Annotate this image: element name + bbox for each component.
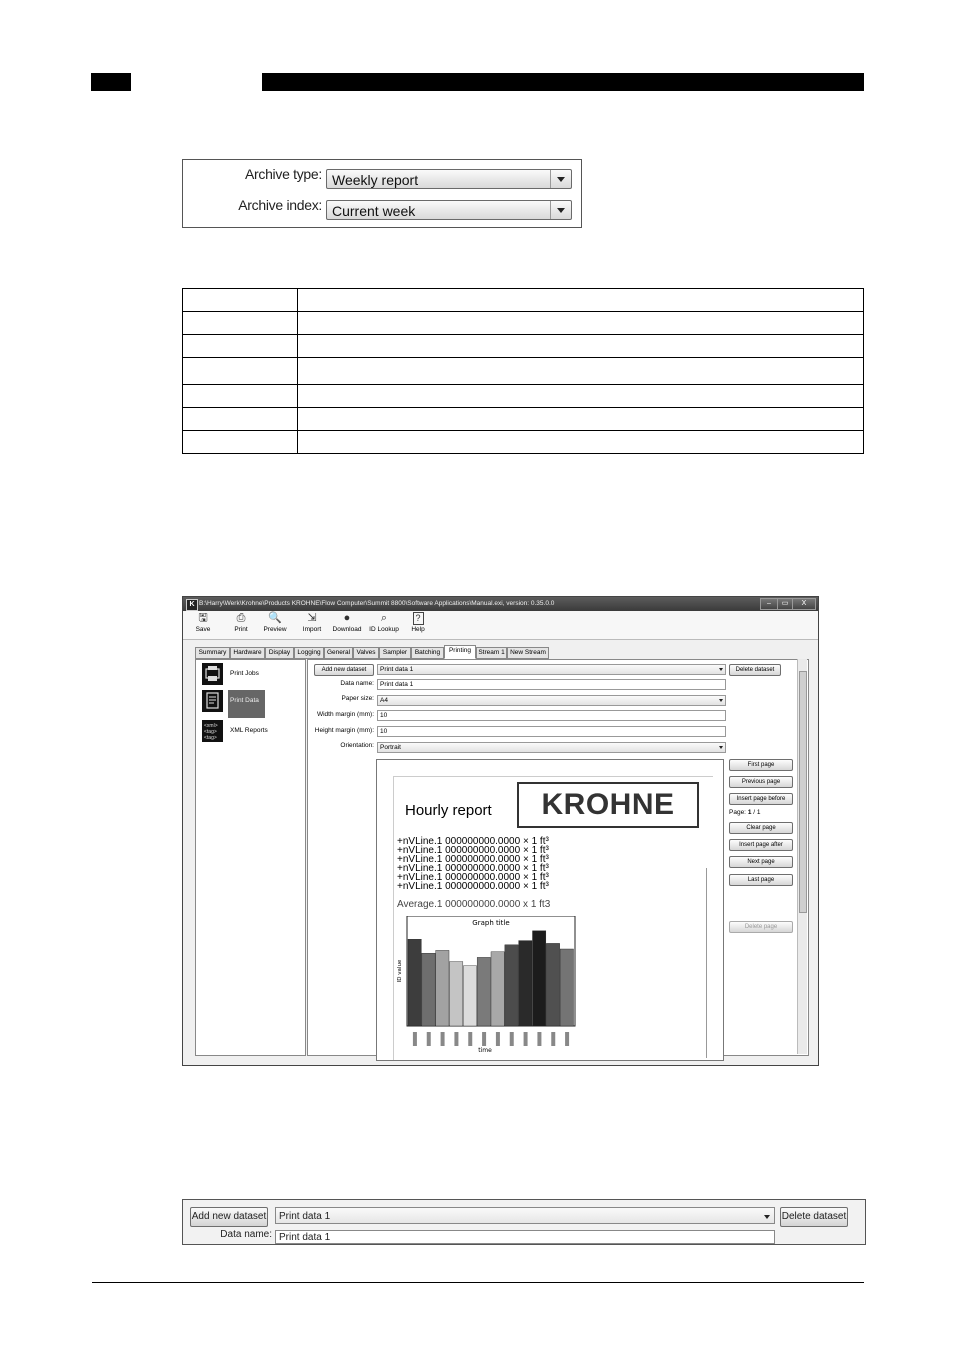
graph-tick-label (454, 1032, 458, 1046)
tab-general[interactable]: General (324, 647, 353, 659)
report-graph (395, 916, 581, 1056)
page-label: Page: (729, 809, 746, 816)
tab-new-stream[interactable]: New Stream (507, 647, 549, 659)
chevron-down-icon[interactable] (550, 201, 571, 219)
insert-page-after-button[interactable]: Insert page after (729, 839, 793, 851)
page-current: 1 (747, 809, 752, 816)
chevron-down-icon[interactable] (719, 699, 723, 702)
scrollbar-thumb[interactable] (799, 671, 807, 913)
orientation-select[interactable] (377, 742, 726, 753)
chevron-down-icon[interactable] (764, 1215, 770, 1219)
graph-tick-label (441, 1032, 445, 1046)
window-title: B:\Harry\Werk\Krohne\Products KROHNE\Flow Computer\Summit 8800\Software Applications\Manual.exi, version: 0.35.0.0 (199, 600, 555, 607)
table-row (183, 408, 864, 431)
data-name-field[interactable]: Print data 1 (275, 1230, 775, 1244)
dataset-select-value: Print data 1 (279, 1211, 331, 1222)
empty-table (182, 288, 864, 454)
report-line: +nVLine.1 000000000.0000 × 1 ft³ (397, 881, 549, 892)
left-nav-panel (195, 659, 306, 1056)
archive-index-label: Archive index: (238, 197, 322, 213)
table-row (183, 358, 864, 385)
dataset-select[interactable] (275, 1207, 775, 1224)
height-margin-field[interactable]: 10 (377, 726, 726, 737)
help-icon: ? (413, 612, 424, 625)
next-page-button[interactable]: Next page (729, 856, 793, 868)
report-line: +nVLine.1 000000000.0000 × 1 ft³ (397, 845, 549, 856)
orientation-value: Portrait (380, 744, 401, 751)
minimize-button[interactable]: – (760, 598, 778, 610)
print-button[interactable] (229, 612, 253, 633)
orientation-label: Orientation: (340, 742, 374, 749)
page-preview[interactable] (376, 759, 724, 1061)
print-label: Print (234, 626, 248, 633)
tab-printing[interactable]: Printing (444, 645, 476, 659)
nav-item-xml-reports[interactable] (200, 720, 300, 744)
width-margin-field[interactable]: 10 (377, 710, 726, 721)
save-button[interactable] (191, 612, 215, 633)
tab-sampler[interactable]: Sampler (379, 647, 411, 659)
tab-display[interactable]: Display (265, 647, 294, 659)
paper-size-label: Paper size: (341, 695, 374, 702)
id-lookup-label: ID Lookup (369, 626, 399, 633)
print-data-icon (202, 690, 223, 712)
download-icon: ● (343, 612, 351, 624)
toolbar (183, 611, 818, 640)
help-label: Help (411, 626, 425, 633)
last-page-button[interactable]: Last page (729, 874, 793, 886)
preview-icon: 🔍 (268, 612, 282, 624)
width-margin-label: Width margin (mm): (316, 711, 374, 718)
tab-stream-1[interactable]: Stream 1 (476, 647, 507, 659)
page-separator: / (753, 809, 756, 816)
import-label: Import (302, 626, 322, 633)
page-margin-line (393, 776, 394, 1061)
vertical-scrollbar[interactable] (797, 659, 807, 1054)
download-label: Download (332, 626, 362, 633)
graph-bar (505, 945, 518, 1026)
insert-page-before-button[interactable]: Insert page before (729, 793, 793, 805)
nav-item-label: Print Jobs (230, 670, 259, 677)
import-icon: ⇲ (307, 612, 317, 624)
graph-title: Graph title (472, 919, 510, 927)
save-label: Save (195, 626, 211, 633)
add-dataset-button[interactable]: Add new dataset (314, 664, 374, 676)
table-row (183, 289, 864, 312)
graph-bar (463, 966, 476, 1026)
paper-size-select[interactable] (377, 695, 726, 706)
chevron-down-icon[interactable] (719, 668, 723, 671)
table-row (183, 385, 864, 408)
save-icon: 🖫 (198, 612, 208, 624)
graph-ylabel: ID value (397, 959, 403, 983)
report-line: +nVLine.1 000000000.0000 × 1 ft³ (397, 872, 549, 883)
tab-summary[interactable]: Summary (195, 647, 230, 659)
graph-tick-label (413, 1032, 417, 1046)
paper-size-value: A4 (380, 697, 388, 704)
graph-bar (519, 941, 532, 1026)
tab-valves[interactable]: Valves (353, 647, 379, 659)
graph-bar (477, 957, 490, 1026)
graph-bar (450, 962, 463, 1026)
tab-hardware[interactable]: Hardware (230, 647, 265, 659)
archive-type-label: Archive type: (244, 166, 322, 182)
clear-page-button[interactable]: Clear page (729, 822, 793, 834)
archive-panel (182, 159, 582, 228)
print-icon: ⎙ (236, 612, 246, 624)
graph-tick-label (551, 1032, 555, 1046)
graph-tick-label (496, 1032, 500, 1046)
graph-tick-label (537, 1032, 541, 1046)
xml-reports-icon: <xml> <tag> <tag> (202, 720, 223, 742)
page-margin-line (706, 868, 707, 1058)
graph-bar (560, 949, 573, 1026)
graph-tick-label (482, 1032, 486, 1046)
title-bar (183, 597, 818, 611)
graph-xlabel: time (478, 1047, 492, 1054)
graph-bar (422, 953, 435, 1026)
id-lookup-icon: ⌕ (380, 612, 388, 624)
header-bar-right (262, 73, 864, 91)
report-average: Average.1 000000000.0000 x 1 ft3 (397, 899, 551, 910)
graph-bar (491, 952, 504, 1026)
archive-index-select[interactable] (326, 200, 572, 220)
graph-bar (533, 931, 546, 1026)
tab-logging[interactable]: Logging (294, 647, 324, 659)
table-row (183, 312, 864, 335)
report-line: +nVLine.1 000000000.0000 × 1 ft³ (397, 854, 549, 865)
archive-type-select[interactable] (326, 169, 572, 189)
report-line: +nVLine.1 000000000.0000 × 1 ft³ (397, 836, 549, 847)
id-lookup-button[interactable] (367, 612, 401, 633)
header-bar-left (91, 73, 131, 91)
report-title: Hourly report (405, 802, 492, 819)
report-line: +nVLine.1 000000000.0000 × 1 ft³ (397, 863, 549, 874)
archive-index-value: Current week (332, 203, 416, 219)
graph-tick-label (524, 1032, 528, 1046)
nav-item-label: XML Reports (230, 727, 268, 734)
printer-icon (202, 663, 223, 685)
download-button[interactable] (330, 612, 364, 633)
graph-tick-label (565, 1032, 569, 1046)
dataset-select-value: Print data 1 (380, 666, 414, 673)
table-row (183, 335, 864, 358)
page-margin-line (393, 776, 713, 777)
graph-tick-label (427, 1032, 431, 1046)
previous-page-button[interactable]: Previous page (729, 776, 793, 788)
height-margin-label: Height margin (mm): (314, 727, 374, 734)
data-name-field[interactable]: Print data 1 (377, 679, 726, 690)
tab-batching[interactable]: Batching (411, 647, 444, 659)
nav-item-print-jobs[interactable] (200, 663, 300, 687)
selection-highlight (228, 690, 265, 718)
preview-button[interactable] (260, 612, 290, 633)
dataset-bar-closeup (182, 1199, 866, 1245)
restore-button[interactable]: ▭ (777, 598, 793, 610)
preview-label: Preview (263, 626, 287, 633)
graph-bar (408, 939, 421, 1026)
page-indicator (729, 809, 761, 816)
delete-page-button[interactable]: Delete page (729, 921, 793, 933)
graph-tick-label (468, 1032, 472, 1046)
close-button[interactable]: X (792, 598, 816, 610)
footer-rule (92, 1282, 864, 1283)
add-dataset-button[interactable]: Add new dataset (190, 1207, 268, 1227)
nav-item-print-data[interactable] (200, 690, 300, 714)
dataset-select[interactable] (377, 664, 726, 675)
page-total: 1 (756, 809, 761, 816)
app-logo-icon: K (186, 599, 198, 611)
delete-dataset-button[interactable]: Delete dataset (729, 664, 781, 676)
archive-type-value: Weekly report (332, 172, 419, 188)
import-button[interactable] (299, 612, 325, 633)
chevron-down-icon[interactable] (719, 746, 723, 749)
print-data-panel (307, 659, 809, 1056)
nav-item-label: Print Data (230, 697, 259, 704)
first-page-button[interactable]: First page (729, 759, 793, 771)
data-name-label: Data name: (340, 680, 374, 687)
table-row (183, 431, 864, 454)
app-window (182, 596, 819, 1066)
graph-bar (436, 950, 449, 1026)
delete-dataset-button[interactable]: Delete dataset (780, 1207, 848, 1227)
data-name-label: Data name: (220, 1229, 272, 1240)
graph-bar (546, 943, 559, 1026)
krohne-logo: KROHNE (517, 782, 699, 828)
chevron-down-icon[interactable] (550, 170, 571, 188)
graph-tick-label (510, 1032, 514, 1046)
help-button[interactable] (408, 612, 428, 633)
